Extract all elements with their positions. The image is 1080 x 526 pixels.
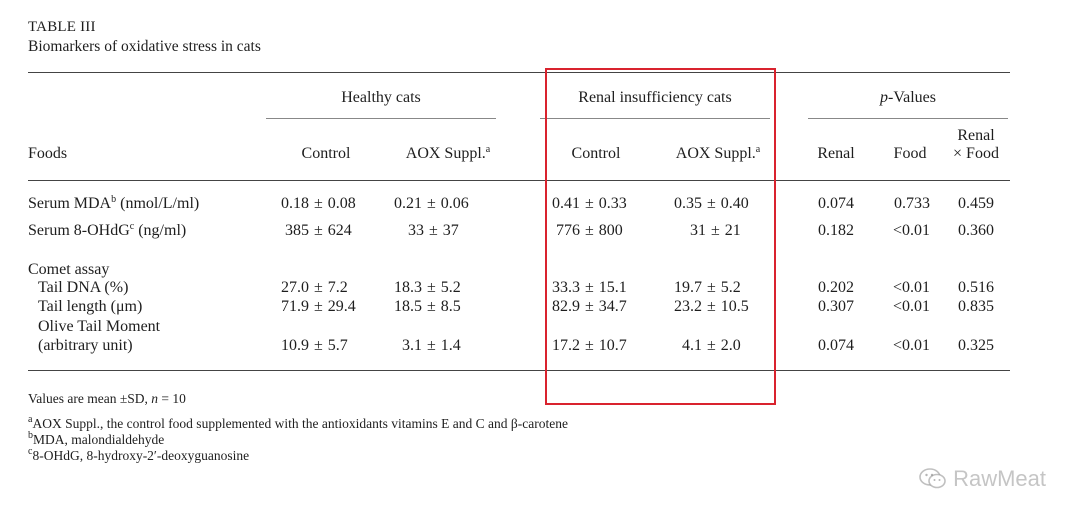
otm-p-renal: 0.074 [818, 337, 854, 354]
header-healthy-aox [388, 145, 508, 163]
mda-r-aox: 0.35 ± 0.40 [674, 195, 749, 212]
row-label-olive: Olive Tail Moment [38, 318, 161, 335]
header-renal-control: Control [571, 145, 621, 162]
ohdg-p-int: 0.360 [958, 222, 994, 239]
healthy-underline [266, 118, 496, 119]
ohdg-label: Serum 8-OHdG [28, 222, 130, 239]
taildna-p-renal: 0.202 [818, 279, 854, 296]
taillen-p-food: <0.01 [892, 298, 930, 315]
mda-unit: (nmol/L/ml) [116, 195, 200, 212]
bottom-rule [28, 370, 1010, 371]
note-b: $^b$MDA, malondialdehyde [28, 430, 165, 447]
pvalues-rest: -Values [888, 89, 936, 106]
watermark [919, 466, 1046, 492]
otm-h-ctrl: 10.9 ± 5.7 [281, 337, 348, 354]
ohdg-p-renal: 0.182 [818, 222, 854, 239]
ohdg-h-ctrl: 385 ± 624 [285, 222, 352, 239]
table-title: Biomarkers of oxidative stress in cats [28, 38, 261, 55]
header-p-food: Food [893, 145, 927, 162]
taillen-p-renal: 0.307 [818, 298, 854, 315]
taillen-p-int: 0.835 [958, 298, 994, 315]
otm-r-aox: 4.1 ± 2.0 [682, 337, 741, 354]
watermark-text: RawMeat [953, 466, 1046, 491]
aox-label: AOX Suppl. [675, 145, 756, 162]
mda-sup: b [111, 194, 117, 205]
ohdg-p-food: <0.01 [892, 222, 930, 239]
mda-h-ctrl: 0.18 ± 0.08 [281, 195, 356, 212]
otm-r-ctrl: 17.2 ± 10.7 [552, 337, 627, 354]
header-p-interaction-1: Renal [957, 127, 995, 144]
mda-r-ctrl: 0.41 ± 0.33 [552, 195, 627, 212]
mda-p-renal: 0.074 [818, 195, 854, 212]
header-foods: Foods [28, 145, 68, 162]
taildna-p-int: 0.516 [958, 279, 994, 296]
row-label-tail-length: Tail length (μm) [38, 298, 143, 315]
aox-label: AOX Suppl. [405, 145, 486, 162]
row-label-arbitrary: (arbitrary unit) [38, 337, 133, 354]
note-a: $^a$AOX Suppl., the control food supplemented with the antioxidants vitamins E and C and β-carotene [28, 414, 568, 431]
taildna-r-aox: 19.7 ± 5.2 [674, 279, 741, 296]
taillen-h-aox: 18.5 ± 8.5 [394, 298, 461, 315]
highlight-box [545, 68, 776, 405]
taillen-r-ctrl: 82.9 ± 34.7 [552, 298, 627, 315]
row-label-comet: Comet assay [28, 261, 110, 278]
mda-label: Serum MDA [28, 195, 112, 212]
header-rule [28, 180, 1010, 181]
taildna-r-ctrl: 33.3 ± 15.1 [552, 279, 627, 296]
header-p-interaction-2: × Food [953, 145, 999, 162]
group-renal: Renal insufficiency cats [578, 89, 732, 106]
row-label-tail-dna: Tail DNA (%) [38, 279, 129, 296]
aox-sup: a [485, 144, 491, 155]
group-pvalues [808, 89, 1008, 107]
ohdg-r-aox: 31 ± 21 [690, 222, 741, 239]
top-rule [28, 72, 1010, 73]
mda-p-food: 0.733 [894, 195, 930, 212]
ohdg-h-aox: 33 ± 37 [408, 222, 459, 239]
row-label-ohdg [28, 222, 186, 240]
mda-p-int: 0.459 [958, 195, 994, 212]
header-p-renal: Renal [817, 145, 855, 162]
otm-h-aox: 3.1 ± 1.4 [402, 337, 461, 354]
note-c: $^c$8-OHdG, 8-hydroxy-2′-deoxyguanosine [28, 446, 250, 463]
taildna-h-ctrl: 27.0 ± 7.2 [281, 279, 348, 296]
taillen-r-aox: 23.2 ± 10.5 [674, 298, 749, 315]
pvalues-p: p [880, 89, 888, 106]
otm-p-food: <0.01 [892, 337, 930, 354]
mda-h-aox: 0.21 ± 0.06 [394, 195, 469, 212]
ohdg-sup: c [129, 221, 135, 232]
table-label: TABLE III [28, 19, 96, 35]
taildna-p-food: <0.01 [892, 279, 930, 296]
aox-sup: a [755, 144, 761, 155]
pvalues-underline [808, 118, 1008, 119]
taildna-h-aox: 18.3 ± 5.2 [394, 279, 461, 296]
ohdg-r-ctrl: 776 ± 800 [556, 222, 623, 239]
header-healthy-control: Control [301, 145, 351, 162]
note-values: Values are mean ±SD, n = 10 [28, 391, 186, 406]
otm-p-int: 0.325 [958, 337, 994, 354]
group-healthy: Healthy cats [341, 89, 421, 106]
row-label-mda [28, 195, 199, 213]
ohdg-unit: (ng/ml) [134, 222, 187, 239]
taillen-h-ctrl: 71.9 ± 29.4 [281, 298, 356, 315]
wechat-icon [919, 467, 947, 491]
